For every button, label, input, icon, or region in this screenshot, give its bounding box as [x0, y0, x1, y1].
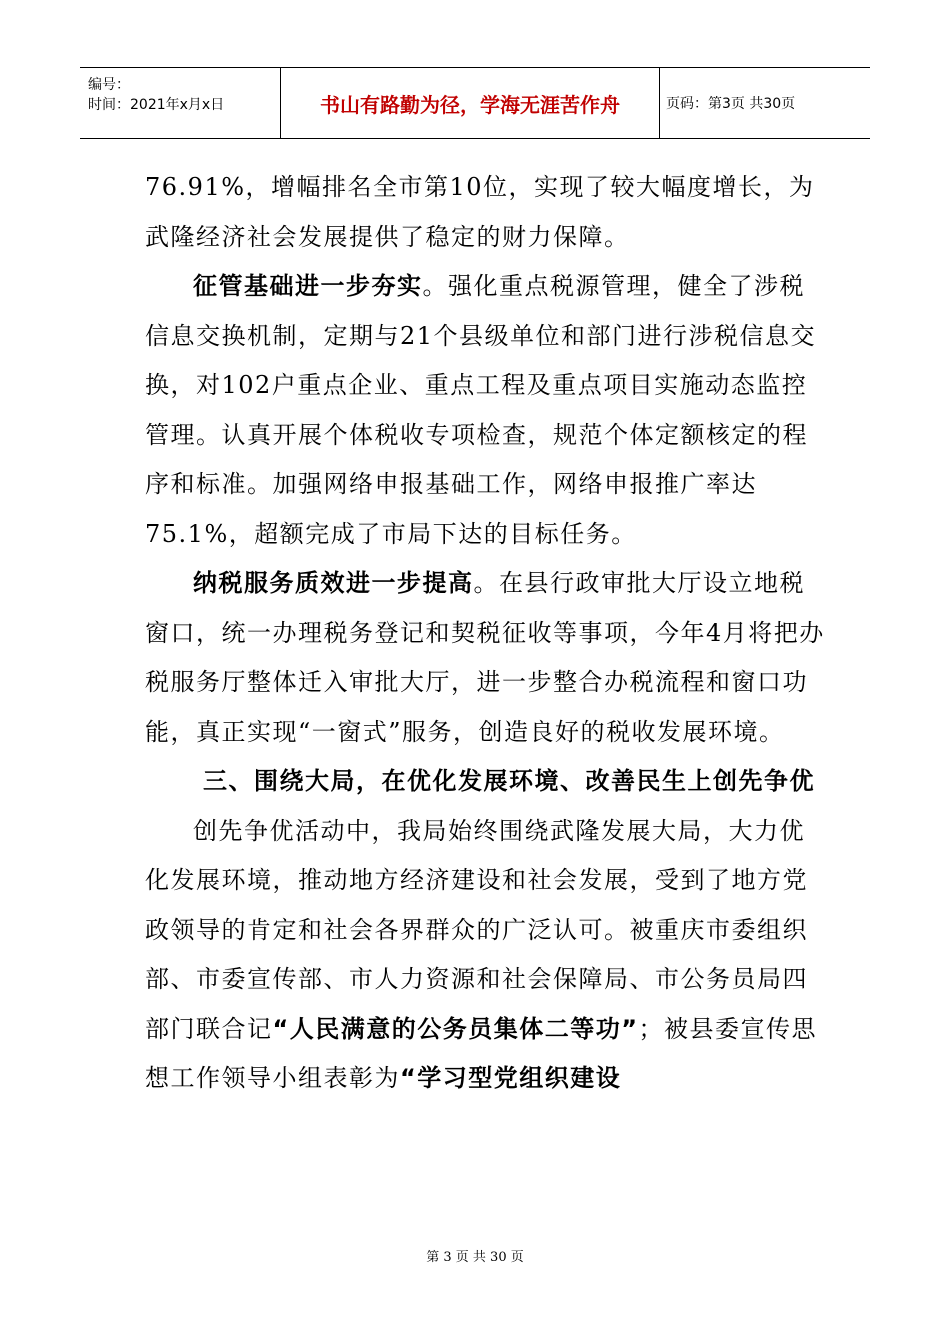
- award-title-bold: “人民满意的公务员集体二等功”: [272, 1014, 639, 1043]
- paragraph-text: 。在县行政审批大厅设立地税窗口，统一办理税务登记和契税征收等事项，今年4月将把办税服务厅整体迁入审批大厅，进一步整合办税流程和窗口功能，真正实现“一窗式”服务，创造良好的税收发展环境。: [145, 569, 825, 746]
- paragraph-line: 76.91%，增幅排名全市第10位，实现了较大幅度增长，为: [145, 173, 815, 201]
- paragraph-text: 。强化重点税源管理，健全了涉税信息交换机制，定期与21个县级单位和部门进行涉税信息交换，对102户重点企业、重点工程及重点项目实施动态监控管理。认真开展个体税收专项检查，规范个体定额核定的程序和标准。加强网络申报基础工作，网络申报推广率达75.1%，超额完成了市局下达的目标任务。: [145, 272, 817, 548]
- paragraph-lead-bold: 征管基础进一步夯实: [193, 272, 423, 300]
- section-heading: 三、围绕大局，在优化发展环境、改善民生上创先争优: [203, 767, 815, 795]
- header-page-info: 页码：第3页 共30页: [666, 96, 796, 112]
- paragraph-text: ；被县委宣传思想工作领导小组表彰为: [145, 1014, 818, 1092]
- paragraph-text: 创先争优活动中，我局始终围绕武隆发展大局，大力优化发展环境，推动地方经济建设和社会发展，受到了地方党政领导的肯定和社会各界群众的广泛认可。被重庆市委组织部、市委宣传部、市人力资源和社会保障局、市公务员局四部门联合记: [145, 816, 808, 1043]
- award-title-bold: “学习型党组织建设: [400, 1064, 622, 1092]
- page-header: [80, 67, 870, 139]
- header-motto: 书山有路勤为径，学海无涯苦作舟: [280, 68, 660, 138]
- document-body: [145, 163, 825, 1104]
- page-footer: 第 3 页 共 30 页: [426, 1250, 524, 1265]
- paragraph-revenue: [145, 163, 825, 262]
- header-meta: [80, 68, 280, 138]
- paragraph-line: 武隆经济社会发展提供了稳定的财力保障。: [145, 222, 630, 251]
- document-number-label: 编号：: [88, 77, 130, 93]
- paragraph-lead-bold: 纳税服务质效进一步提高: [193, 569, 474, 597]
- document-date-label: 时间：2021年x月x日: [88, 97, 225, 113]
- paragraph-collection: [145, 262, 825, 559]
- paragraph-honors: [145, 807, 825, 1104]
- paragraph-service: [145, 559, 825, 757]
